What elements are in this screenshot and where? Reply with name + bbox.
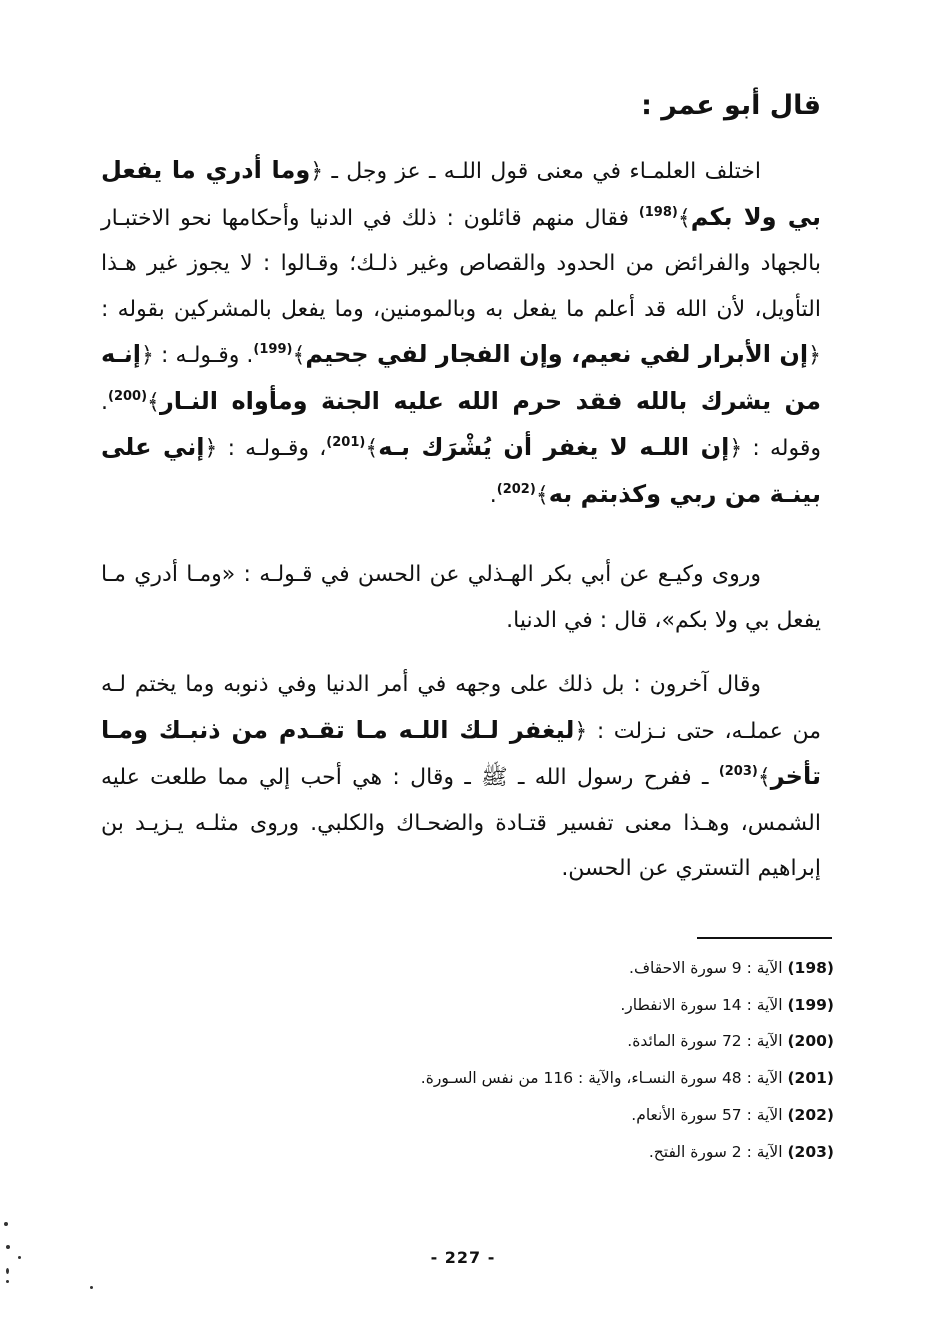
footnotes-list [134,950,834,1170]
quran-quote: وما أدري ما يفعل بي ولا بكم [101,156,821,231]
scan-speck [6,1280,9,1283]
paragraph-first [101,148,821,518]
footnote-text: الآية : 57 سورة الأنعام. [631,1105,788,1124]
footnote-number: (201) [787,1069,834,1088]
text-run: ـ ففرح رسول الله ـ ﷺ ـ وقال : هي أحب إلي مما طلعت عليه الشمس، وهـذا معنى تفسير قتـادة والضحـاك والكلبي. وروى مثلـه يـزيـد بن إبراهيم التستري عن الحسن. [101,765,821,881]
quote-close: ﴾ [757,765,771,790]
page-number: - 227 - [430,1248,496,1267]
footnote-item [134,1060,834,1097]
footnote-ref-199: (199) [253,342,293,357]
paragraph-third-text [101,662,821,892]
section-heading: قال أبو عمر : [641,90,821,121]
scan-speck [6,1245,10,1249]
quote-close: ﴾ [365,436,379,461]
scan-speck [4,1222,8,1226]
footnote-ref-198: (198) [638,204,678,220]
footnote-text: الآية : 14 سورة الانفطار. [620,995,788,1014]
footnote-number: (199) [787,995,834,1014]
footnote-item [134,987,834,1024]
quran-quote: إن الأبرار لفي نعيم، وإن الفجار لفي جحيم [305,340,809,368]
footnote-item [134,950,834,987]
footnote-item [134,1097,834,1134]
quran-quote: إنـه من يشرك بالله فقد حرم الله عليه الجنة ومأواه النـار [101,340,821,415]
footnote-ref-202: (202) [496,481,536,497]
quote-close: ﴾ [535,482,549,508]
footnote-item [134,1023,834,1060]
quote-close: ﴾ [677,205,691,231]
paragraph-first-text [101,148,821,518]
paragraph-third [101,662,821,892]
footnote-number: (203) [787,1142,834,1161]
text-run: ، وقـولـه : ﴿ [204,436,327,461]
footnote-ref-203: (203) [718,764,758,779]
scan-speck [18,1256,21,1259]
footnote-ref-200: (200) [108,388,148,404]
footnote-ref-201: (201) [326,435,366,450]
scan-speck [90,1286,93,1289]
footnote-number: (202) [787,1105,834,1124]
quote-close: ﴾ [292,343,306,368]
paragraph-second-text: وروى وكيـع عن أبي بكر الهـذلي عن الحسن في قـولـه : «ومـا أدري مـا يفعل بي ولا بكم»، قال : في الدنيا. [101,562,821,633]
text-run: . وقوله : ﴿ [101,389,821,461]
scan-speck [6,1268,9,1274]
quran-quote: إني على بينـة من ربي وكذبتم به [101,433,821,508]
text-run: . [489,482,497,508]
text-run: وقال آخرون : بل ذلك على وجهه في أمر الدنيا وفي ذنوبه وما يختم لـه من عملـه، حتى نـزلت : ﴿ [101,672,821,744]
text-run: . وقـولـه : ﴿ [141,343,254,368]
paragraph-second [101,552,821,643]
quran-quote: إن اللـه لا يغفر أن يُشْرَك بـه [378,433,730,461]
footnote-text: الآية : 9 سورة الاحقاف. [629,959,788,977]
footnote-item [134,1134,834,1171]
footnote-text: الآية : 72 سورة المائدة. [627,1032,788,1051]
text-run: فقال منهم قائلون : ذلك في الدنيا وأحكامها نحو الاختبـار بالجهاد والفرائض من الحدود والقصاص وغير ذلـك؛ وقـالوا : لا يجوز غير هـذا التأويل، لأن الله قد أعلم ما يفعل به وبالمومنين، وما يفعل بالمشركين بقوله : ﴿ [101,205,822,368]
text-run: اختلف العلمـاء في معنى قول اللـه ـ عز وجل ـ ﴿ [310,159,761,184]
quran-quote: ليغفر لـك اللـه مـا تقـدم من ذنبـك ومـا تأخر [101,715,821,790]
quote-close: ﴾ [147,389,160,415]
footnote-text: الآية : 48 سورة النسـاء، والآية : 116 من نفس السـورة. [420,1069,788,1088]
footnote-number: (200) [787,1032,834,1051]
footnote-divider [697,937,832,939]
footnote-text: الآية : 2 سورة الفتح. [648,1142,788,1161]
footnote-number: (198) [787,959,834,977]
